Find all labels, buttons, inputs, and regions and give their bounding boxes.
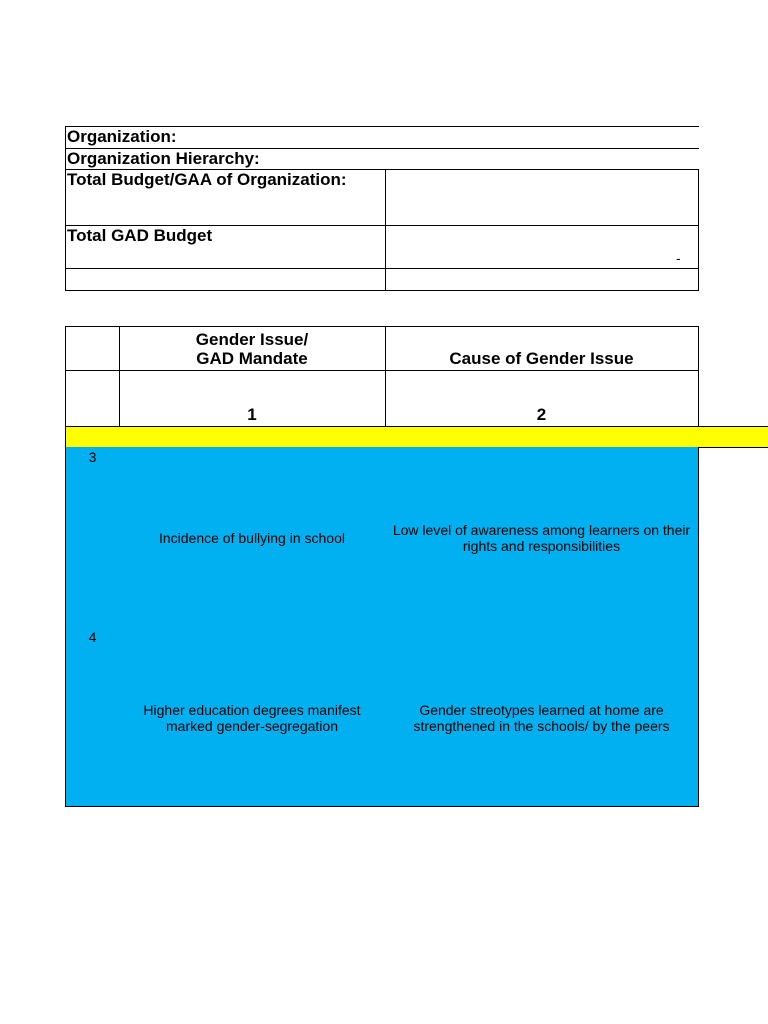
header-border-right <box>698 169 699 291</box>
cause-cell: Gender streotypes learned at home are strengthened in the schools/ by the peers <box>385 627 699 807</box>
column-number-2: 2 <box>385 370 699 427</box>
column-number-1: 1 <box>119 370 386 427</box>
column-header-gender-issue: Gender Issue/ GAD Mandate <box>119 326 386 371</box>
organization-hierarchy-label: Organization Hierarchy: <box>67 149 260 168</box>
cause-cell: Low level of awareness among learners on their rights and responsibilities <box>385 447 699 628</box>
header-column-divider <box>385 169 386 291</box>
header-border-bottom <box>65 290 699 291</box>
total-gad-budget-value: - <box>676 250 681 266</box>
column-header-cause: Cause of Gender Issue <box>385 326 699 371</box>
total-gad-budget-label: Total GAD Budget <box>67 226 213 245</box>
gender-issue-cell: Higher education degrees manifest marked gender-segregation <box>119 627 386 807</box>
highlight-band <box>65 426 768 448</box>
gender-issue-cell: Incidence of bullying in school <box>119 447 386 628</box>
organization-label: Organization: <box>67 127 177 146</box>
table-header-blank <box>65 326 120 371</box>
row-number-cell: 3 <box>65 447 120 628</box>
row-number-cell: 4 <box>65 627 120 807</box>
header-border-left <box>65 127 66 291</box>
total-budget-label: Total Budget/GAA of Organization: <box>67 170 347 189</box>
table-number-blank <box>65 370 120 427</box>
header-divider <box>65 268 699 269</box>
